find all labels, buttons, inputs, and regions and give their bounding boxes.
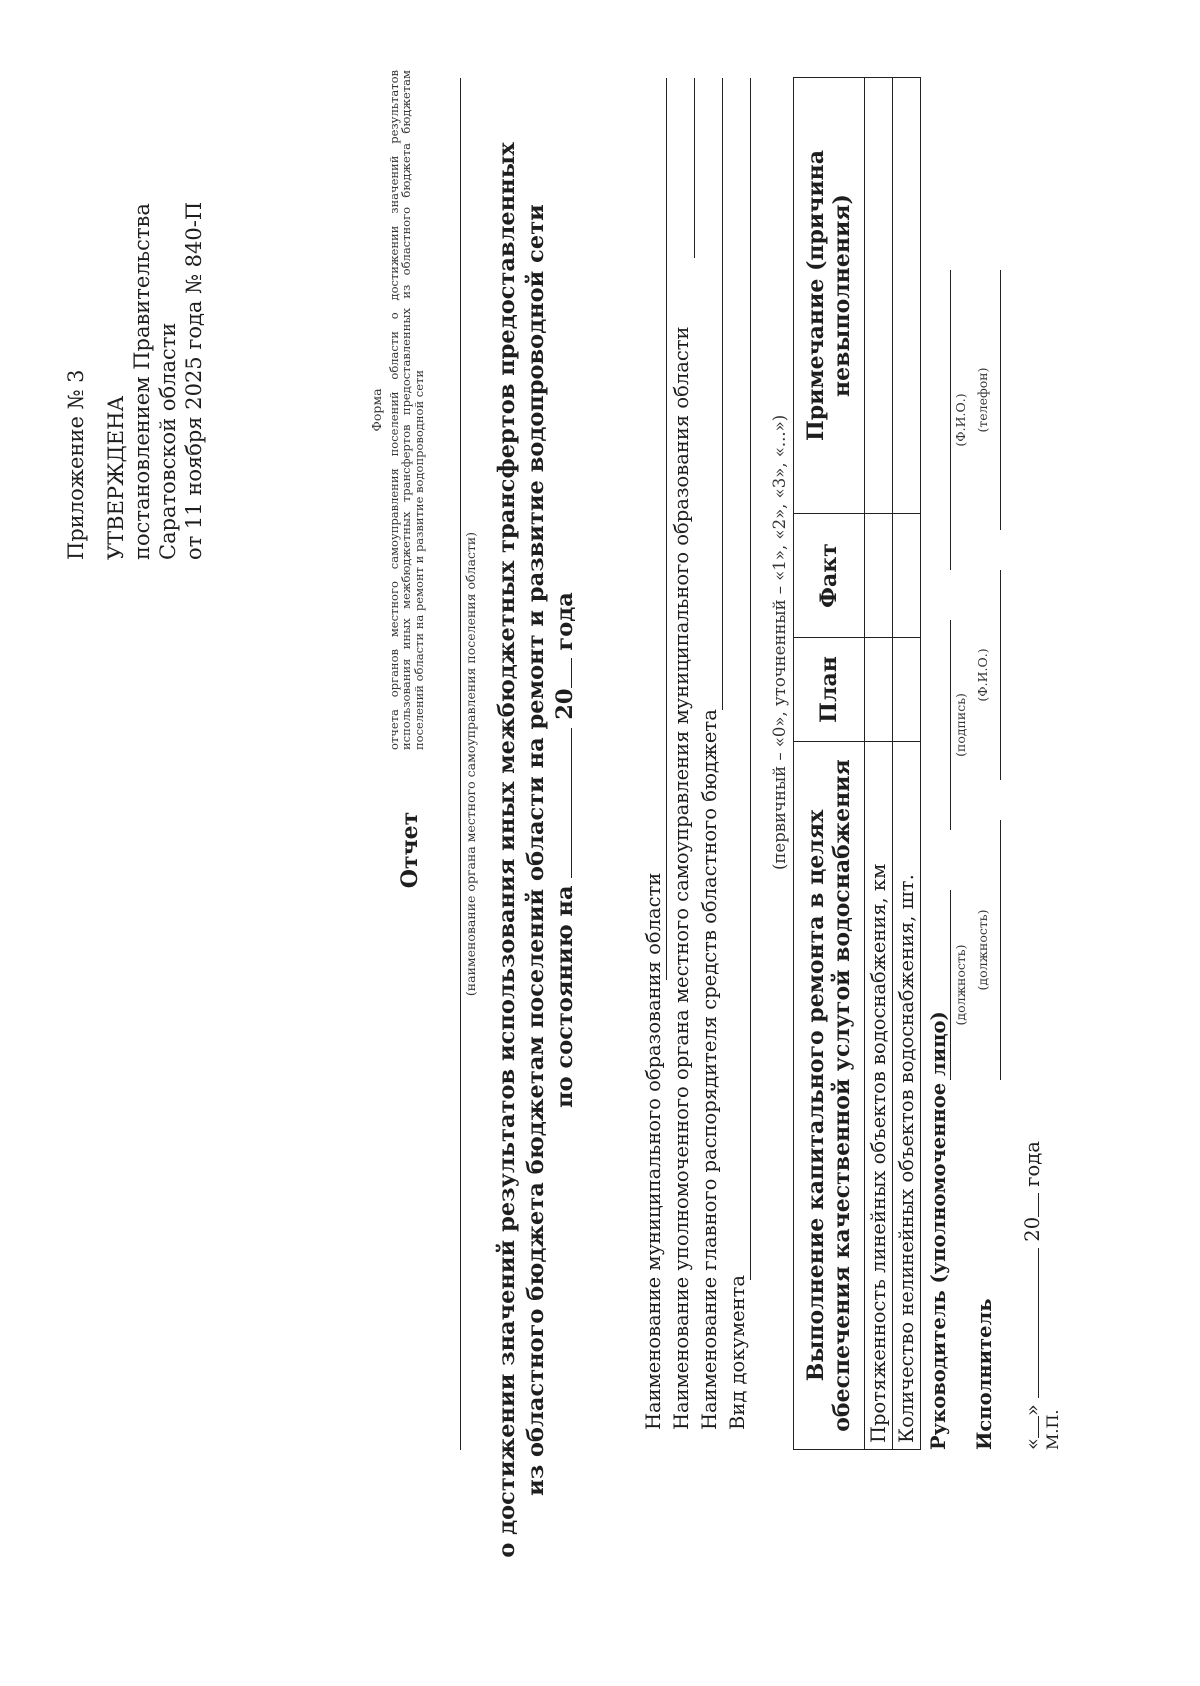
date-open-quote: « <box>1021 1438 1044 1450</box>
executor-position-caption: (должность) <box>975 909 990 991</box>
form-description: отчета органов местного самоуправления поселений области о достижении значений результатов использования иных межбюджетных трансфертов предоставленных из областного бюджета бюджетам поселений области на ремонт и развитие водопроводной сети <box>386 70 426 750</box>
field-municipality: Наименование муниципального образования области <box>642 872 665 1430</box>
date-month-blank[interactable] <box>1020 1248 1039 1398</box>
executor-phone-caption: (телефон) <box>975 367 990 433</box>
col-header-note: Примечание (причина невыполнения) <box>794 78 865 514</box>
table-row <box>865 78 893 1450</box>
fact-cell[interactable] <box>865 514 893 638</box>
field-main-manager: Наименование главного распорядителя средств областного бюджета <box>698 709 721 1430</box>
row-label: Количество нелинейных объектов водоснабжения, шт. <box>893 742 921 1450</box>
org-name-line <box>460 78 461 1450</box>
as-of-year-blank[interactable] <box>551 658 572 688</box>
col-header-fact: Факт <box>794 514 865 638</box>
doc-type-caption: (первичный – «0», уточненный – «1», «2», «3», «...») <box>770 414 789 870</box>
head-position-line[interactable] <box>950 890 951 1080</box>
as-of-prefix: по состоянию на <box>552 885 578 1108</box>
plan-cell[interactable] <box>893 638 921 742</box>
approved-stamp: УТВЕРЖДЕНА <box>104 395 128 560</box>
subtitle-line-1: о достижении значений результатов использования иных межбюджетных трансфертов предоставленных <box>494 142 520 1558</box>
head-name-caption: (Ф.И.О.) <box>953 393 968 447</box>
org-name-caption: (наименование органа местного самоуправления поселения области) <box>463 531 478 997</box>
approved-by-line: постановлением Правительства <box>130 203 154 560</box>
report-subtitle <box>493 70 580 1630</box>
as-of-year-prefix: 20 <box>552 688 578 720</box>
document-page <box>55 70 1075 1630</box>
note-cell[interactable] <box>865 78 893 514</box>
table-header-row <box>794 78 865 1450</box>
head-name-line[interactable] <box>950 270 951 570</box>
appendix-number: Приложение № 3 <box>64 369 88 560</box>
approved-by-region: Саратовской области <box>156 322 180 560</box>
results-table <box>793 77 921 1450</box>
table-row <box>893 78 921 1450</box>
date-day-blank[interactable] <box>1020 1416 1039 1438</box>
stamp-mark: М.П. <box>1043 1409 1062 1450</box>
as-of-date-line <box>551 70 580 1630</box>
field-municipality-line[interactable] <box>666 78 667 980</box>
report-title: Отчет <box>397 811 423 889</box>
approval-date: от 11 ноября 2025 года № 840-П <box>182 201 206 560</box>
field-authorized-body-line[interactable] <box>694 78 695 258</box>
field-authorized-body: Наименование уполномоченного органа местного самоуправления муниципального образования области <box>670 326 693 1430</box>
head-position-caption: (должность) <box>953 944 968 1026</box>
executor-name-caption: (Ф.И.О.) <box>975 648 990 702</box>
executor-phone-line[interactable] <box>1000 270 1001 530</box>
field-doc-type-line[interactable] <box>750 78 751 1280</box>
as-of-year-suffix: года <box>552 592 578 651</box>
head-signature-caption: (подпись) <box>953 693 968 757</box>
col-header-work: Выполнение капитального ремонта в целях обеспечения качественной услугой водоснабжения <box>794 742 865 1450</box>
field-main-manager-line[interactable] <box>722 78 723 710</box>
date-year-suffix: года <box>1021 1141 1044 1187</box>
sign-date-line <box>1020 1141 1044 1450</box>
executor-label: Исполнитель <box>973 1298 996 1450</box>
form-word: Форма <box>369 388 384 432</box>
head-signature-line[interactable] <box>950 620 951 830</box>
executor-name-line[interactable] <box>1000 570 1001 780</box>
row-label: Протяженность линейных объектов водоснабжения, км <box>865 742 893 1450</box>
plan-cell[interactable] <box>865 638 893 742</box>
date-close-quote: » <box>1021 1404 1044 1417</box>
col-header-plan: План <box>794 638 865 742</box>
head-label: Руководитель (уполномоченное лицо) <box>927 1011 950 1450</box>
field-doc-type: Вид документа <box>726 1274 749 1430</box>
approval-block <box>63 60 207 560</box>
note-cell[interactable] <box>893 78 921 514</box>
date-year-prefix: 20 <box>1021 1216 1044 1242</box>
subtitle-line-2: из областного бюджета бюджетам поселений области на ремонт и развитие водопроводной сети <box>523 204 549 1496</box>
executor-position-line[interactable] <box>1000 820 1001 1080</box>
fact-cell[interactable] <box>893 514 921 638</box>
date-year-blank[interactable] <box>1020 1193 1039 1217</box>
as-of-day-blank[interactable] <box>551 728 572 878</box>
